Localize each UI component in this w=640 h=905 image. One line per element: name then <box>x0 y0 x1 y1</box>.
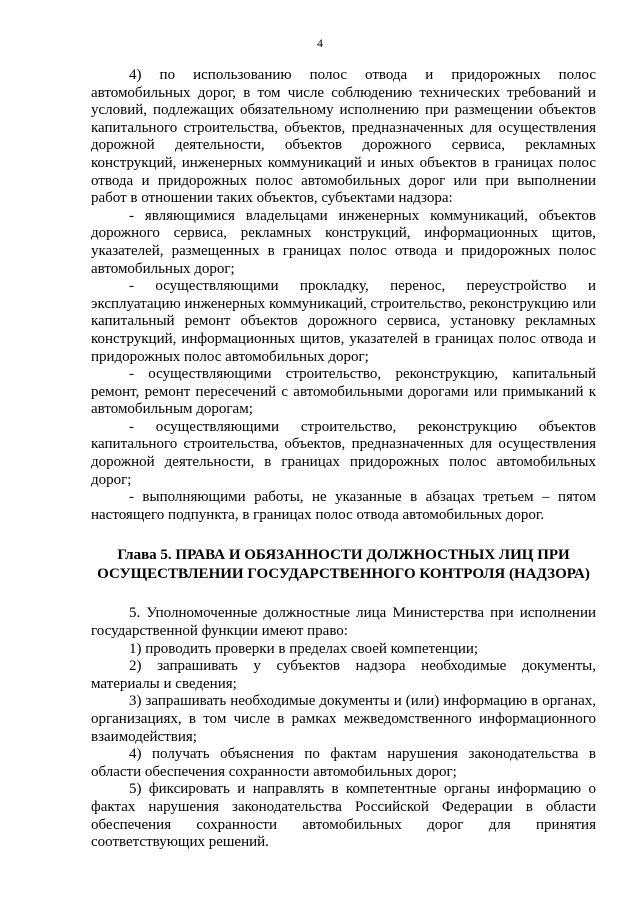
chapter-heading <box>91 546 596 584</box>
paragraph-item-4: 4) по использованию полос отвода и придорожных полос автомобильных дорог, в том числе соблюдению технических требований и условий, подлежащих обязательному исполнению при размещении объектов капитального строительства, объектов, предназначенных для осуществления дорожной деятельности, объектов дорожного сервиса, рекламных конструкций, инженерных коммуникаций и иных объектов в границах полос отвода и придорожных полос автомобильных дорог или при выполнении работ в отношении таких объектов, субъектами надзора: <box>91 67 596 207</box>
paragraph-bullet-capital-construction: - осуществляющими строительство, реконструкцию объектов капитального строительства, объектов, предназначенных для осуществления дорожной деятельности, в границах придорожных полос автомобильных дорог; <box>91 418 596 488</box>
paragraph-right-1: 1) проводить проверки в пределах своей компетенции; <box>129 640 479 657</box>
paragraph-bullet-other-works: - выполняющими работы, не указанные в абзацах третьем – пятом настоящего подпункта, в границах полос отвода автомобильных дорог. <box>91 489 596 523</box>
paragraph-right-2: 2) запрашивать у субъектов надзора необходимые документы, материалы и сведения; <box>91 658 596 692</box>
chapter-title-line-2: ОСУЩЕСТВЛЕНИИ ГОСУДАРСТВЕННОГО КОНТРОЛЯ (НАДЗОРА) <box>97 566 590 583</box>
paragraph-bullet-laying: - осуществляющими прокладку, перенос, переустройство и эксплуатацию инженерных коммуникаций, строительство, реконструкцию или капитальный ремонт объектов дорожного сервиса, установку рекламных конструкций, информационных щитов, указателей в границах полос отвода и придорожных полос автомобильных дорог; <box>91 278 596 365</box>
page-number: 4 <box>317 36 323 50</box>
paragraph-bullet-construction-intersections: - осуществляющими строительство, реконструкцию, капитальный ремонт, ремонт пересечений с автомобильными дорогами или примыканий к автомобильным дорогам; <box>91 366 596 418</box>
paragraph-right-5: 5) фиксировать и направлять в компетентные органы информацию о фактах нарушения законодательства Российской Федерации в области обеспечения сохранности автомобильных дорог для принятия соответствующих решений. <box>91 781 596 851</box>
paragraph-right-3: 3) запрашивать необходимые документы и (или) информацию в органах, организациях, в том числе в рамках межведомственного информационного взаимодействия; <box>91 693 596 745</box>
document-body <box>91 67 596 852</box>
paragraph-right-4: 4) получать объяснения по фактам нарушения законодательства в области обеспечения сохранности автомобильных дорог; <box>91 746 596 780</box>
paragraph-bullet-owners: - являющимися владельцами инженерных коммуникаций, объектов дорожного сервиса, рекламных конструкций, информационных щитов, указателей, размещенных в границах полос отвода и придорожных полос автомобильных дорог; <box>91 207 596 277</box>
paragraph-item-5: 5. Уполномоченные должностные лица Министерства при исполнении государственной функции имеют право: <box>91 605 596 640</box>
chapter-title-line-1: Глава 5. ПРАВА И ОБЯЗАННОСТИ ДОЛЖНОСТНЫХ ЛИЦ ПРИ <box>117 547 570 564</box>
